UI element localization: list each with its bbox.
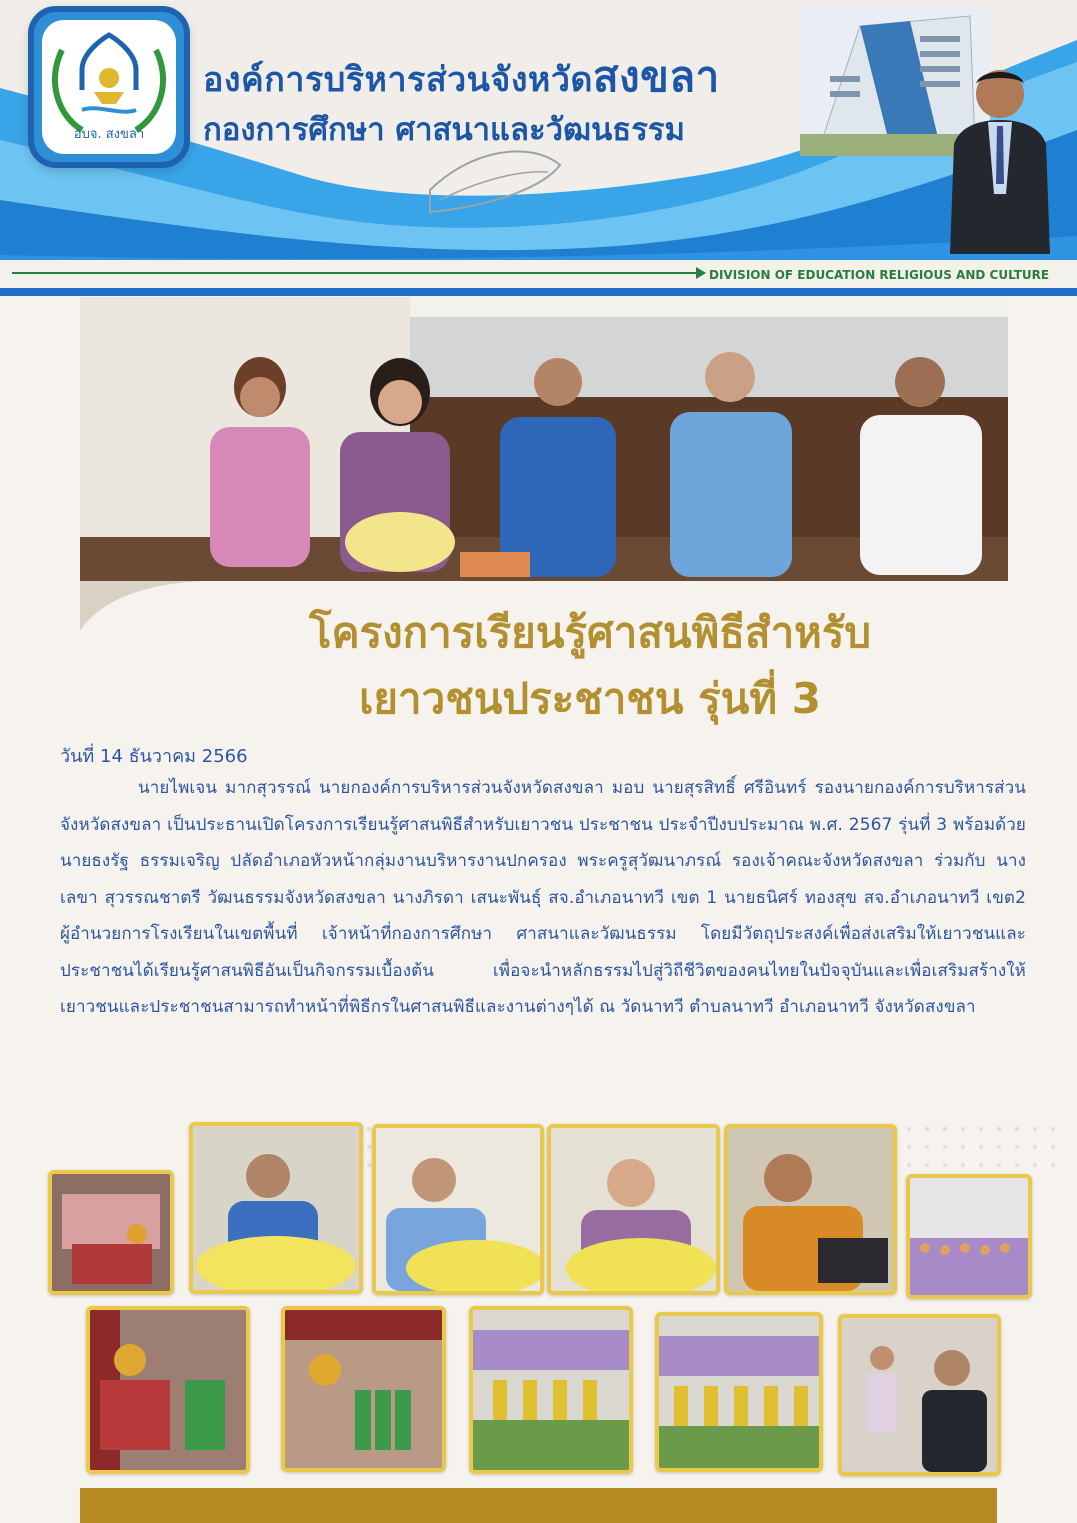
org-name bbox=[203, 44, 720, 110]
org-logo bbox=[28, 6, 190, 168]
org-name-prefix: องค์การบริหารส่วนจังหวัด bbox=[203, 60, 594, 100]
gallery-photo-audience-3 bbox=[655, 1312, 823, 1472]
executive-portrait bbox=[940, 54, 1060, 254]
header-banner bbox=[0, 0, 1077, 296]
department-name: กองการศึกษา ศาสนาและวัฒนธรรม bbox=[203, 112, 685, 148]
gallery-photo-speaker-1 bbox=[189, 1122, 363, 1294]
article-body: นายไพเจน มากสุวรรณ์ นายกองค์การบริหารส่วนจังหวัดสงขลา มอบ นายสุรสิทธิ์ ศรีอินทร์ รองนายกองค์การบริหารส่วนจังหวัดสงขลา เป็นประธานเปิดโครงการเรียนรู้ศาสนพิธีสำหรับเยาวชน ประชาชน ประจำปีงบประมาณ พ.ศ. 2567 รุ่นที่ 3 พร้อมด้วย นายธงรัฐ ธรรมเจริญ ปลัดอำเภอหัวหน้ากลุ่มงานบริหารงานปกครอง พระครูสุวัฒนาภรณ์ รองเจ้าคณะจังหวัดสงขลา ร่วมกับ นางเลขา สุวรรณชาตรี วัฒนธรรมจังหวัดสงขลา นางภิรดา เสนะพันธุ์ สจ.อำเภอนาทวี เขต 1 นายธนิศร์ ทองสุข สจ.อำเภอนาทวี เขต2 ผู้อำนวยการโรงเรียนในเขตพื้นที่ เจ้าหน้าที่กองการศึกษา ศาสนาและวัฒนธรรม โดยมีวัตถุประสงค์เพื่อส่งเสริมให้เยาวชนและประชาชนได้เรียนรู้ศาสนพิธีอันเป็นกิจกรรมเบื้องต้น เพื่อจะนำหลักธรรมไปสู่วิถีชีวิตของคนไทยในปัจจุบันและเพื่อเสริมสร้างให้เยาวชนและประชาชนสามารถทำหน้าที่พิธีกรในศาสนพิธีและงานต่างๆได้ ณ วัดนาทวี ตำบลนาทวี อำเภอนาทวี จังหวัดสงขลา bbox=[60, 778, 1026, 1017]
gallery-photo-audience-1 bbox=[906, 1174, 1032, 1299]
logo-caption: อบจ. สงขลา bbox=[73, 127, 145, 142]
arrow-right-icon bbox=[696, 267, 706, 279]
gallery-photo-students bbox=[281, 1306, 446, 1472]
article-title-line1: โครงการเรียนรู้ศาสนพิธีสำหรับ bbox=[308, 608, 872, 657]
footer-bar bbox=[80, 1488, 997, 1523]
article-title-line2: เยาวชนประชาชน รุ่นที่ 3 bbox=[359, 674, 821, 723]
org-name-province: สงขลา bbox=[593, 52, 720, 101]
gallery-photo-speaker-3 bbox=[547, 1124, 720, 1295]
division-english-name: DIVISION OF EDUCATION RELIGIOUS AND CULTURE bbox=[709, 268, 1050, 282]
gallery-photo-altar-2 bbox=[86, 1306, 250, 1474]
gallery-photo-officials bbox=[838, 1314, 1001, 1476]
gallery-photo-altar-1 bbox=[48, 1170, 174, 1295]
main-event-photo bbox=[80, 297, 1008, 581]
division-divider bbox=[12, 272, 702, 274]
gallery-photo-audience-2 bbox=[469, 1306, 633, 1474]
article-date: วันที่ 14 ธันวาคม 2566 bbox=[60, 746, 248, 767]
gallery-photo-speaker-2 bbox=[372, 1124, 544, 1295]
gallery-photo-monk-speaker bbox=[724, 1124, 897, 1295]
